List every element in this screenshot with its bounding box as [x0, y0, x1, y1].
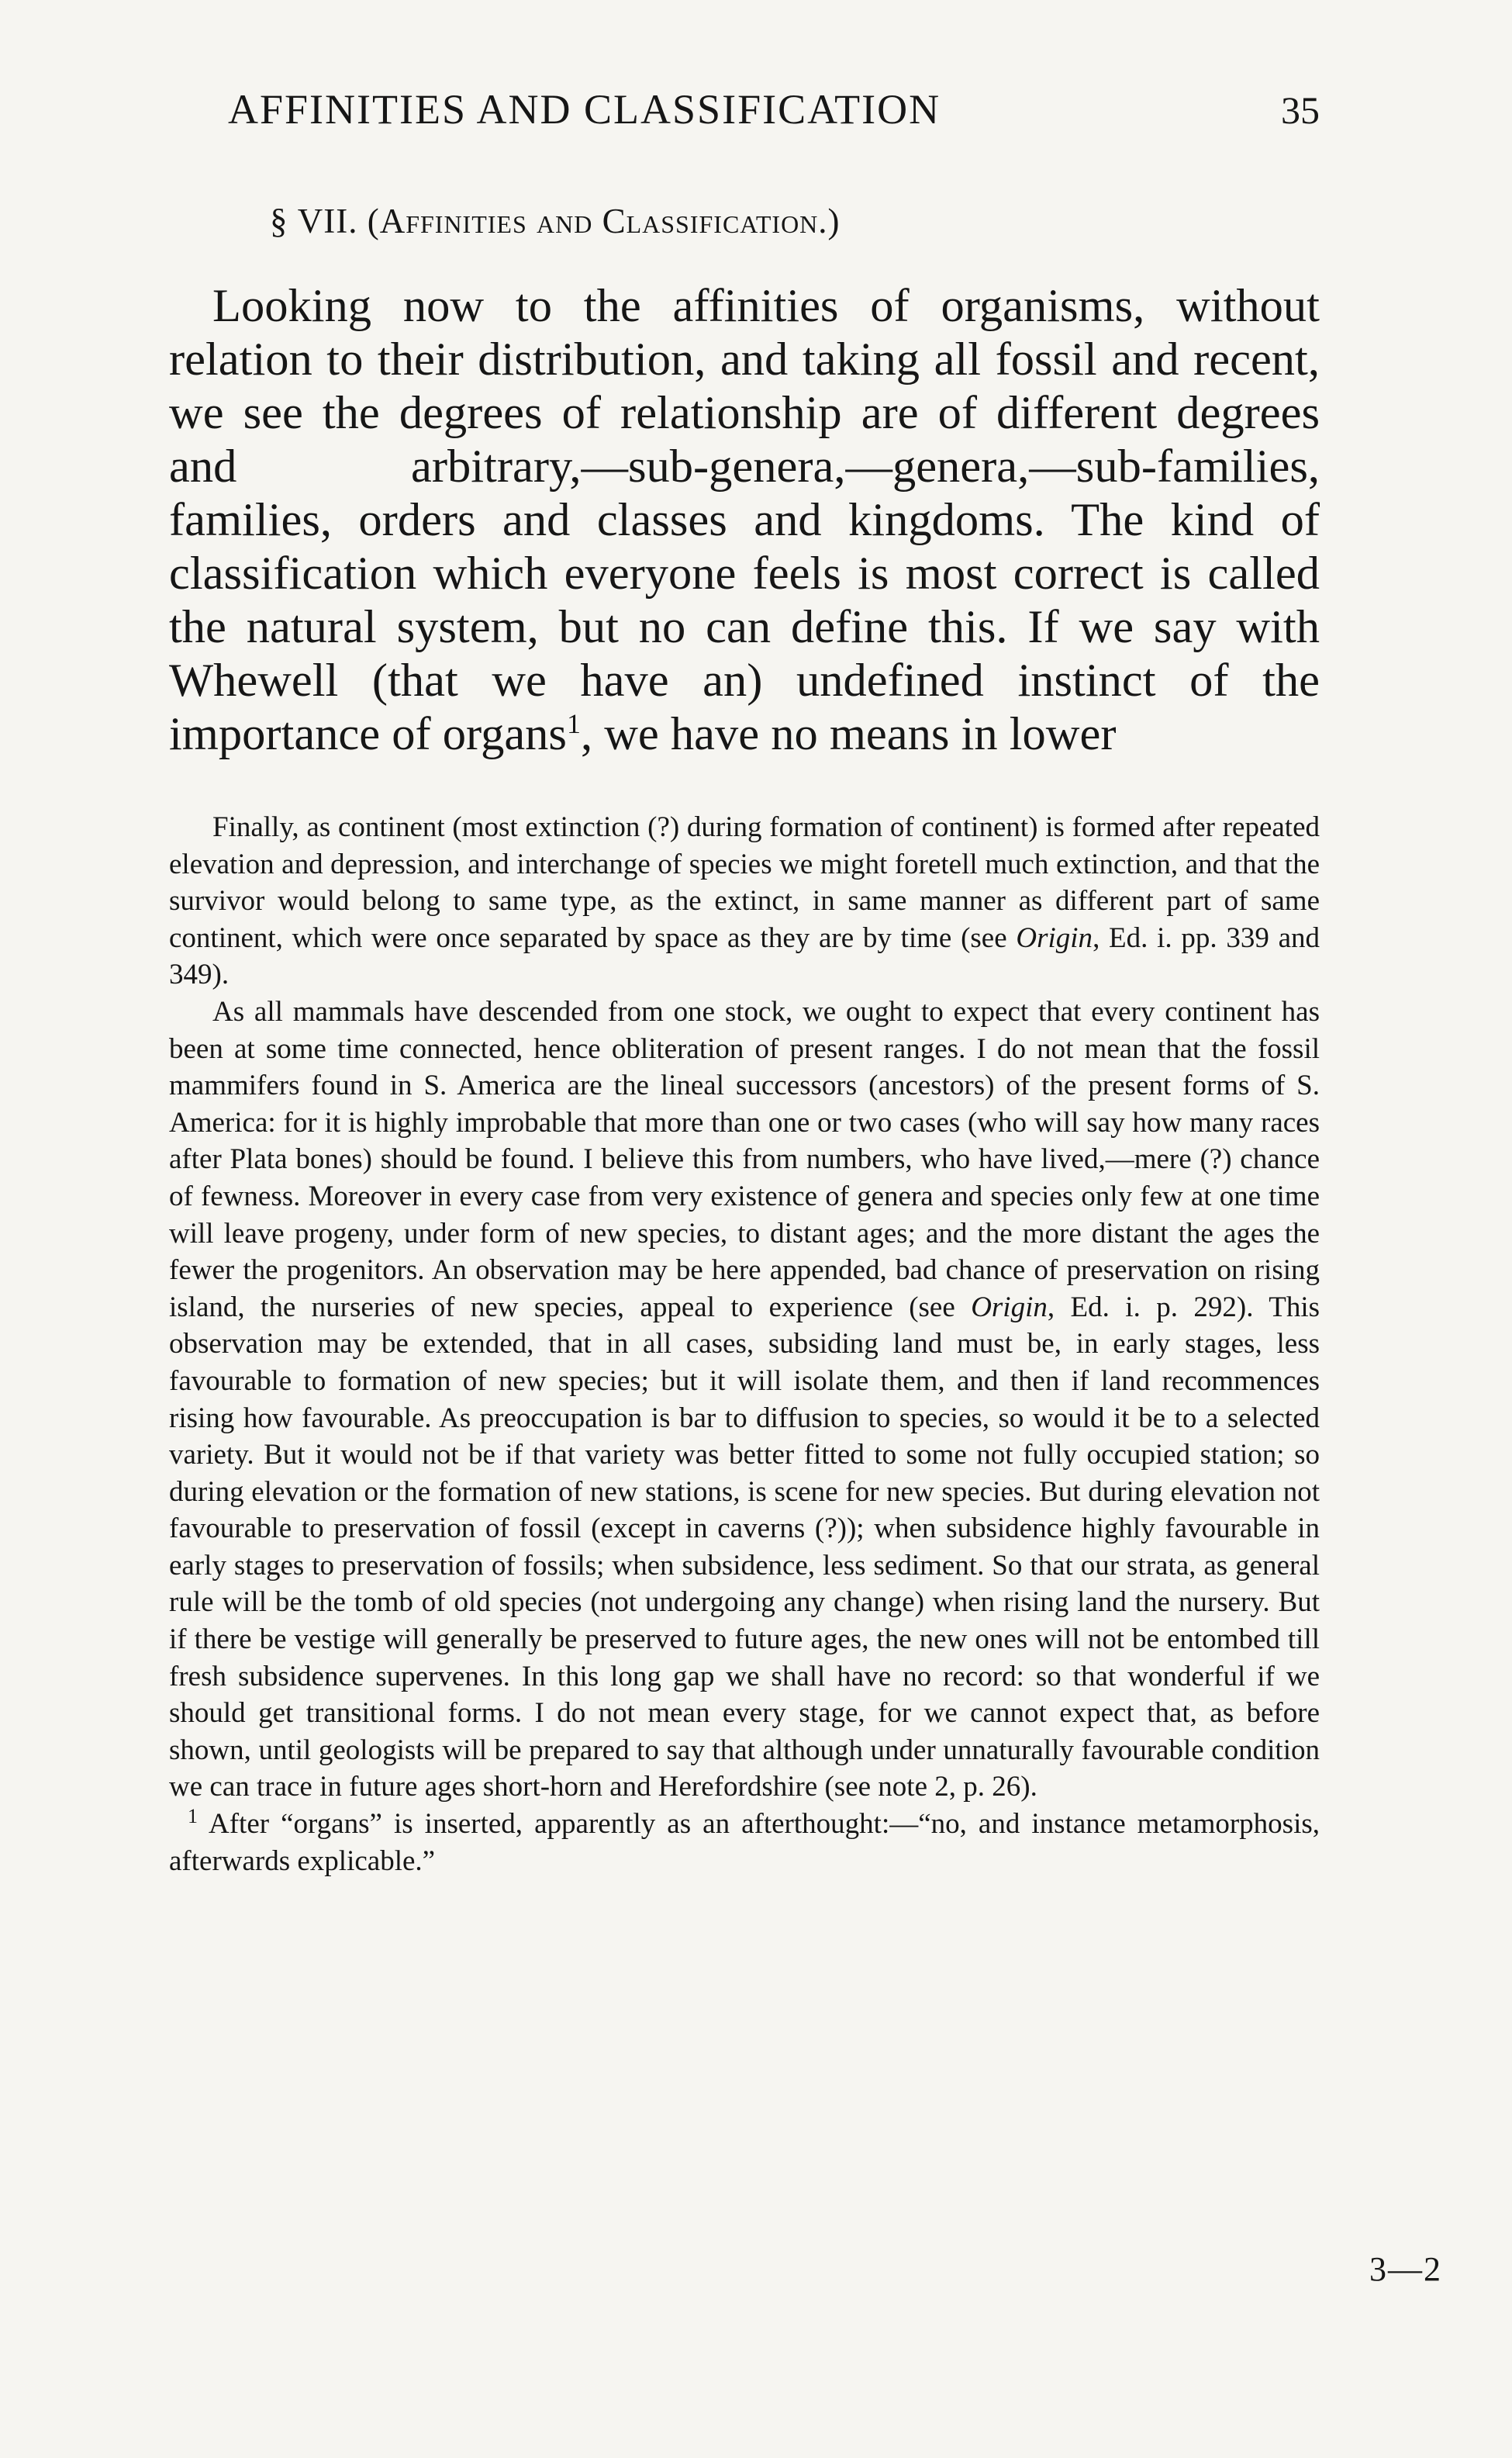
note-italic-title: Origin [1016, 921, 1093, 954]
footnote-text: After “organs” is inserted, apparently as an afterthought:—“no, and instance metamorphosis, afterwards explicable.” [169, 1808, 1320, 1877]
main-text-tail: , we have no means in lower [580, 708, 1117, 760]
main-text-body: Looking now to the affinities of organisms, without relation to their distribution, and taking all fossil and recent, we see the degrees of relationship are of different degrees and arbitrary,—sub-genera,—genera,—sub-families, families, orders and classes and kingdoms. The kind of classification which everyone feels is most correct is called the natural system, but no can define this. If we say with Whewell (that we have an) undefined instinct of the importance of organs [169, 280, 1320, 760]
note-paragraph-2 [169, 994, 1320, 1806]
section-title: (Affinities and Classification.) [367, 202, 841, 240]
running-title: AFFINITIES AND CLASSIFICATION [228, 86, 941, 133]
signature-mark: 3—2 [1369, 2250, 1442, 2288]
note-text: , Ed. i. pp. 339 and 349). [169, 921, 1320, 991]
section-heading [169, 197, 1320, 245]
running-head [169, 85, 1320, 152]
page [169, 85, 1320, 1879]
note-paragraph-1 [169, 809, 1320, 994]
footnote-reference: 1 [566, 707, 581, 739]
note-text: , Ed. i. p. 292). This observation may be extended, that in all cases, subsiding land must be, in early stages, less favourable to formation of new species; but it will isolate them, and then if land recommences rising how favourable. As preoccupation is bar to diffusion to species, so would it be to a selected variety. But it would not be if that variety was better fitted to some not fully occupied station; so during elevation or the formation of new stations, is scene for new species. But during elevation not favourable to preservation of fossil (except in caverns (?)); when subsidence highly favourable in early stages to preservation of fossils; when subsidence, less sediment. So that our strata, as general rule will be the tomb of old species (not undergoing any change) when rising land the nursery. But if there be vestige will generally be preserved to future ages, the new ones will not be entombed till fresh subsidence supervenes. In this long gap we shall have no record: so that wonderful if we should get transitional forms. I do not mean every stage, for we cannot expect that, as before shown, until geologists will be prepared to say that although under unnaturally favourable condition we can trace in future ages short-horn and Herefordshire (see note 2, p. 26). [169, 1291, 1320, 1803]
main-paragraph [169, 279, 1320, 761]
footnote [169, 1806, 1320, 1879]
page-number: 35 [1281, 88, 1320, 132]
notes-section [169, 809, 1320, 1806]
note-text: As all mammals have descended from one stock, we ought to expect that every continent has been at some time connected, hence obliteration of present ranges. I do not mean that the fossil mammifers found in S. America are the lineal successors (ancestors) of the present forms of S. America: for it is highly improbable that more than one or two cases (who will say how many races after Plata bones) should be found. I believe this from numbers, who have lived,—mere (?) chance of fewness. Moreover in every case from very existence of genera and species only few at one time will leave progeny, under form of new species, to distant ages; and the more distant the ages the fewer the progenitors. An observation may be here appended, bad chance of preservation on rising island, the nurseries of new species, appeal to experience (see [169, 995, 1320, 1323]
section-number: VII. [297, 202, 358, 240]
section-symbol: § [270, 202, 288, 240]
footnote-mark: 1 [188, 1804, 198, 1827]
note-italic-title: Origin [971, 1291, 1048, 1323]
note-text: Finally, as continent (most extinction (?) during formation of continent) is formed after repeated elevation and depression, and interchange of species we might foretell much extinction, and that the survivor would belong to same type, as the extinct, in same manner as different part of same continent, which were once separated by space as they are by time (see [169, 811, 1320, 954]
